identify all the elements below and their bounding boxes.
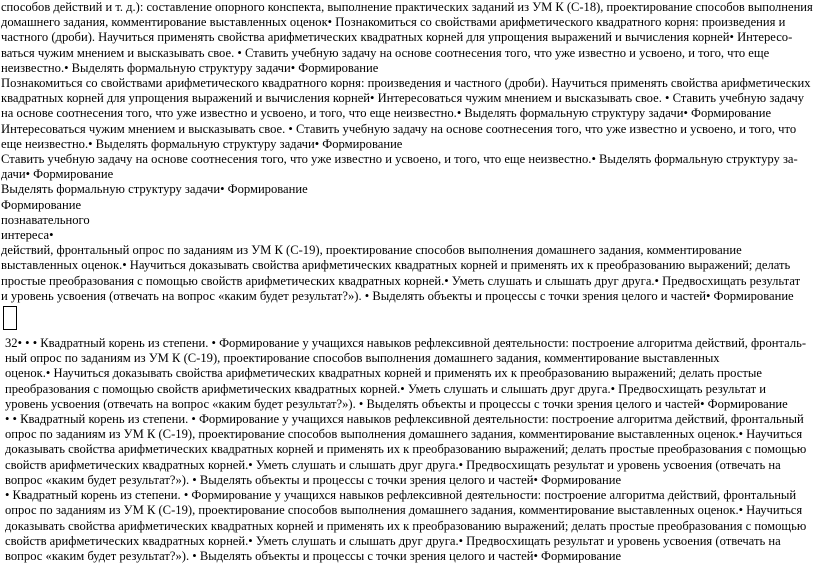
text-line: Формирование <box>1 197 82 212</box>
text-line: познавательного <box>1 212 90 227</box>
text-line: домашнего задания, комментирование выставленных оценок• Познакомиться со свойствами арифметического квадратного корня: произведения и <box>1 15 786 30</box>
text-line: квадратных корней для упрощения выражений и вычисления корней• Интересоваться чужим мнением и высказывать свое. • Ставить учебную задачу <box>1 91 805 106</box>
text-line: вопрос «каким будет результат?»). • Выделять объекты и процессы с точки зрения целого и частей• Формирование <box>5 548 622 563</box>
text-line: еще неизвестно.• Выделять формальную структуру задачи• Формирование <box>1 136 403 151</box>
text-line: опрос по заданиям из УМ К (С-19), проектирование способов выполнения домашнего задания, комментирование выставленных оценок.• Научиться <box>5 427 803 442</box>
text-line: Ставить учебную задачу на основе соотнесения того, что уже известно и усвоено, и того, что еще неизвестно.• Выделять формальную структуру за- <box>1 152 798 167</box>
text-line: неизвестно.• Выделять формальную структуру задачи• Формирование <box>1 60 379 75</box>
text-line: оценок.• Научиться доказывать свойства арифметических квадратных корней и применять их к преобразованию выражений; делать простые <box>5 366 762 381</box>
text-line: преобразования с помощью свойств арифметических квадратных корней.• Уметь слушать и слышать друг друга.• Предвосхищать результат и <box>5 381 767 396</box>
text-line: ваться чужим мнением и высказывать свое. • Ставить учебную задачу на основе соотнесения того, что уже известно и усвоено, и того, что еще <box>1 45 770 60</box>
text-line: выставленных оценок.• Научиться доказывать свойства арифметических квадратных корней и применять их к преобразованию выражений; делать <box>1 258 791 273</box>
text-line: интереса• <box>1 228 54 243</box>
text-line: частного (дроби). Научиться применять свойства арифметических квадратных корней для упрощения выражений и вычисления корней• Интересо- <box>1 30 793 45</box>
text-line: доказывать свойства арифметических квадратных корней и применять их к преобразованию выражений; делать простые преобразования с помощью <box>5 442 807 457</box>
text-line: • Квадратный корень из степени. • Формирование у учащихся навыков рефлексивной деятельности: построение алгоритма действий, фронтальный <box>5 488 797 503</box>
text-line: дачи• Формирование <box>1 167 114 182</box>
document-body <box>1 0 813 564</box>
text-block-1 <box>1 0 813 304</box>
text-line: 32• • • Квадратный корень из степени. • Формирование у учащихся навыков рефлексивной деятельности: построение алгоритма действий, фронталь- <box>5 336 807 351</box>
text-block-2 <box>1 336 813 564</box>
text-line: способов действий и т. д.): составление опорного конспекта, выполнение практических заданий из УМ К (С-18), проектирование способов выполнения <box>1 0 813 14</box>
text-line: на основе соотнесения того, что уже известно и усвоено, и того, что еще неизвестно.• Выделять формальную структуру задачи• Формирование <box>1 106 772 121</box>
text-line: свойств арифметических квадратных корней.• Уметь слушать и слышать друг друга.• Предвосхищать результат и уровень усвоения (отвечать на <box>5 457 781 472</box>
text-line: свойств арифметических квадратных корней.• Уметь слушать и слышать друг друга.• Предвосхищать результат и уровень усвоения (отвечать на <box>5 533 781 548</box>
text-line: опрос по заданиям из УМ К (С-19), проектирование способов выполнения домашнего задания, комментирование выставленных оценок.• Научиться <box>5 503 803 518</box>
text-line: • • Квадратный корень из степени. • Формирование у учащихся навыков рефлексивной деятельности: построение алгоритма действий, фронтальный <box>5 412 804 427</box>
text-line: ный опрос по заданиям из УМ К (С-19), проектирование способов выполнения домашнего задания, комментирование выставленных <box>5 351 720 366</box>
text-line: вопрос «каким будет результат?»). • Выделять объекты и процессы с точки зрения целого и частей• Формирование <box>5 472 622 487</box>
text-line: Познакомиться со свойствами арифметического квадратного корня: произведения и частного (дроби). Научиться применять свойства арифметических <box>1 76 811 91</box>
text-line: действий, фронтальный опрос по заданиям из УМ К (С-19), проектирование способов выполнения домашнего задания, комментирование <box>1 243 742 258</box>
empty-table-cell <box>3 306 17 330</box>
text-line: Интересоваться чужим мнением и высказывать свое. • Ставить учебную задачу на основе соотнесения того, что уже известно и усвоено, и того, что <box>1 121 797 136</box>
text-line: простые преобразования с помощью свойств арифметических квадратных корней.• Уметь слушать и слышать друг друга.• Предвосхищать результат <box>1 273 801 288</box>
text-line: уровень усвоения (отвечать на вопрос «каким будет результат?»). • Выделять объекты и процессы с точки зрения целого и частей• Формирование <box>5 396 788 411</box>
text-line: и уровень усвоения (отвечать на вопрос «каким будет результат?»). • Выделять объекты и процессы с точки зрения целого и частей• Формирование <box>1 288 794 303</box>
text-line: доказывать свойства арифметических квадратных корней и применять их к преобразованию выражений; делать простые преобразования с помощью <box>5 518 807 533</box>
text-line: Выделять формальную структуру задачи• Формирование <box>1 182 308 197</box>
